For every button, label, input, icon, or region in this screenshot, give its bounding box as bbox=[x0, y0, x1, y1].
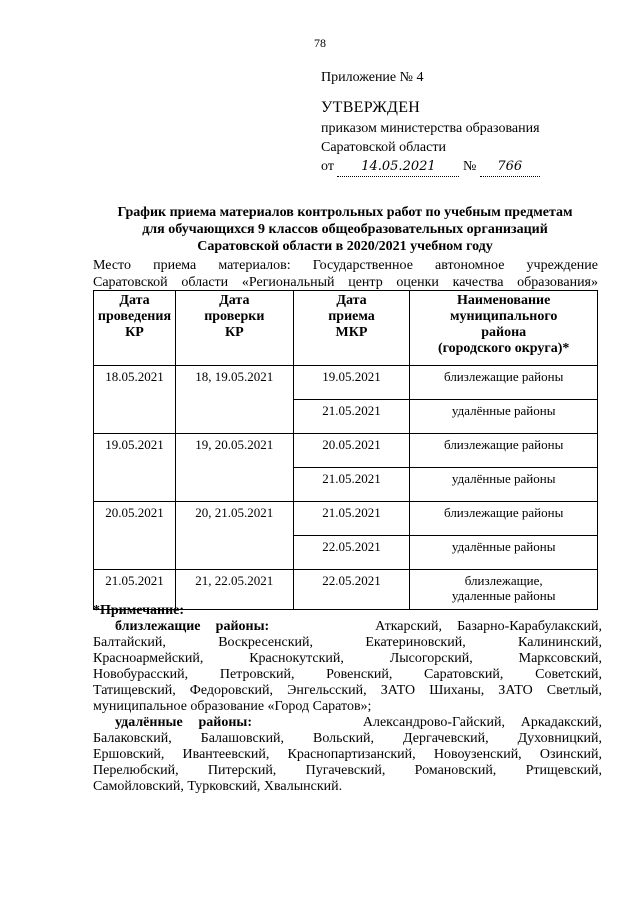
district-cell: удалённые районы bbox=[410, 400, 598, 434]
check-date-cell: 19, 20.05.2021 bbox=[175, 434, 293, 502]
document-title bbox=[80, 204, 610, 255]
header-receive-date: Дата приема МКР bbox=[293, 291, 410, 366]
near-districts-line: муниципальное образование «Город Саратов»; bbox=[93, 699, 372, 714]
far-districts-label: удалённые районы: bbox=[115, 715, 253, 730]
conduct-date-cell: 20.05.2021 bbox=[94, 502, 176, 570]
far-districts-line: Ершовский, Ивантеевский, Краснопартизанский, Новоузенский, Озинский, bbox=[93, 747, 602, 762]
near-districts-line: Балтайский, Воскресенский, Екатериновский, Калининский, bbox=[93, 635, 602, 650]
district-cell: близлежащие районы bbox=[410, 502, 598, 536]
order-line-2: Саратовской области bbox=[321, 140, 446, 155]
far-districts-line: Самойловский, Турковский, Хвалынский. bbox=[93, 779, 343, 794]
conduct-date-cell: 21.05.2021 bbox=[94, 570, 176, 610]
district-cell: близлежащие районы bbox=[410, 434, 598, 468]
approved-heading: УТВЕРЖДЕН bbox=[321, 99, 421, 116]
page-number: 78 bbox=[314, 36, 326, 50]
schedule-table bbox=[93, 290, 598, 610]
check-date-cell: 21, 22.05.2021 bbox=[175, 570, 293, 610]
far-districts-line: Балаковский, Балашовский, Вольский, Дергачевский, Духовницкий, bbox=[93, 731, 602, 746]
appendix-label: Приложение № 4 bbox=[321, 70, 424, 85]
receive-date-cell: 21.05.2021 bbox=[293, 502, 410, 536]
near-districts-line: близлежащие районы: Аткарский, Базарно-Карабулакский, bbox=[115, 619, 602, 634]
receive-date-cell: 20.05.2021 bbox=[293, 434, 410, 468]
check-date-cell: 20, 21.05.2021 bbox=[175, 502, 293, 570]
from-label: от bbox=[321, 159, 334, 174]
conduct-date-cell: 18.05.2021 bbox=[94, 366, 176, 434]
receive-date-cell: 21.05.2021 bbox=[293, 400, 410, 434]
handwritten-number: 766 bbox=[480, 157, 540, 177]
header-district: Наименование муниципального района (городского округа)* bbox=[410, 291, 598, 366]
table-row bbox=[94, 434, 598, 468]
district-cell: удалённые районы bbox=[410, 536, 598, 570]
header-check-date: Дата проверки КР bbox=[175, 291, 293, 366]
table-row bbox=[94, 502, 598, 536]
header-conduct-date: Дата проведения КР bbox=[94, 291, 176, 366]
notes-heading: *Примечание: bbox=[93, 603, 185, 618]
receive-date-cell: 21.05.2021 bbox=[293, 468, 410, 502]
notes-section bbox=[93, 603, 602, 795]
title-line-3: Саратовской области в 2020/2021 учебном году bbox=[197, 239, 493, 254]
district-cell: близлежащие, удаленные районы bbox=[410, 570, 598, 610]
near-districts-line: Красноармейский, Краснокутский, Лысогорский, Марксовский, bbox=[93, 651, 602, 666]
title-line-2: для обучающихся 9 классов общеобразовательных организаций bbox=[142, 222, 548, 237]
district-cell: удалённые районы bbox=[410, 468, 598, 502]
order-line-1: приказом министерства образования bbox=[321, 121, 540, 136]
number-label: № bbox=[462, 159, 477, 174]
place-line-1: Место приема материалов: Государственное автономное учреждение bbox=[93, 258, 598, 273]
far-districts-line: Перелюбский, Питерский, Пугачевский, Романовский, Ртищевский, bbox=[93, 763, 602, 778]
handwritten-date: 14.05.2021 bbox=[337, 157, 459, 177]
order-date-line bbox=[321, 157, 540, 177]
far-districts-line: удалённые районы: Александрово-Гайский, Аркадакский, bbox=[115, 715, 603, 730]
receiving-place bbox=[93, 257, 598, 291]
district-cell: близлежащие районы bbox=[410, 366, 598, 400]
near-districts-label: близлежащие районы: bbox=[115, 619, 270, 634]
place-line-2: Саратовской области «Региональный центр оценки качества образования» bbox=[93, 275, 598, 290]
receive-date-cell: 22.05.2021 bbox=[293, 570, 410, 610]
receive-date-cell: 19.05.2021 bbox=[293, 366, 410, 400]
title-line-1: График приема материалов контрольных работ по учебным предметам bbox=[117, 205, 573, 220]
conduct-date-cell: 19.05.2021 bbox=[94, 434, 176, 502]
receive-date-cell: 22.05.2021 bbox=[293, 536, 410, 570]
near-districts-line: Новобурасский, Петровский, Ровенский, Саратовский, Советский, bbox=[93, 667, 602, 682]
near-districts-line: Татищевский, Федоровский, Энгельсский, ЗАТО Шиханы, ЗАТО Светлый, bbox=[93, 683, 602, 698]
table-row bbox=[94, 366, 598, 400]
check-date-cell: 18, 19.05.2021 bbox=[175, 366, 293, 434]
table-header-row bbox=[94, 291, 598, 366]
order-block bbox=[321, 119, 540, 177]
